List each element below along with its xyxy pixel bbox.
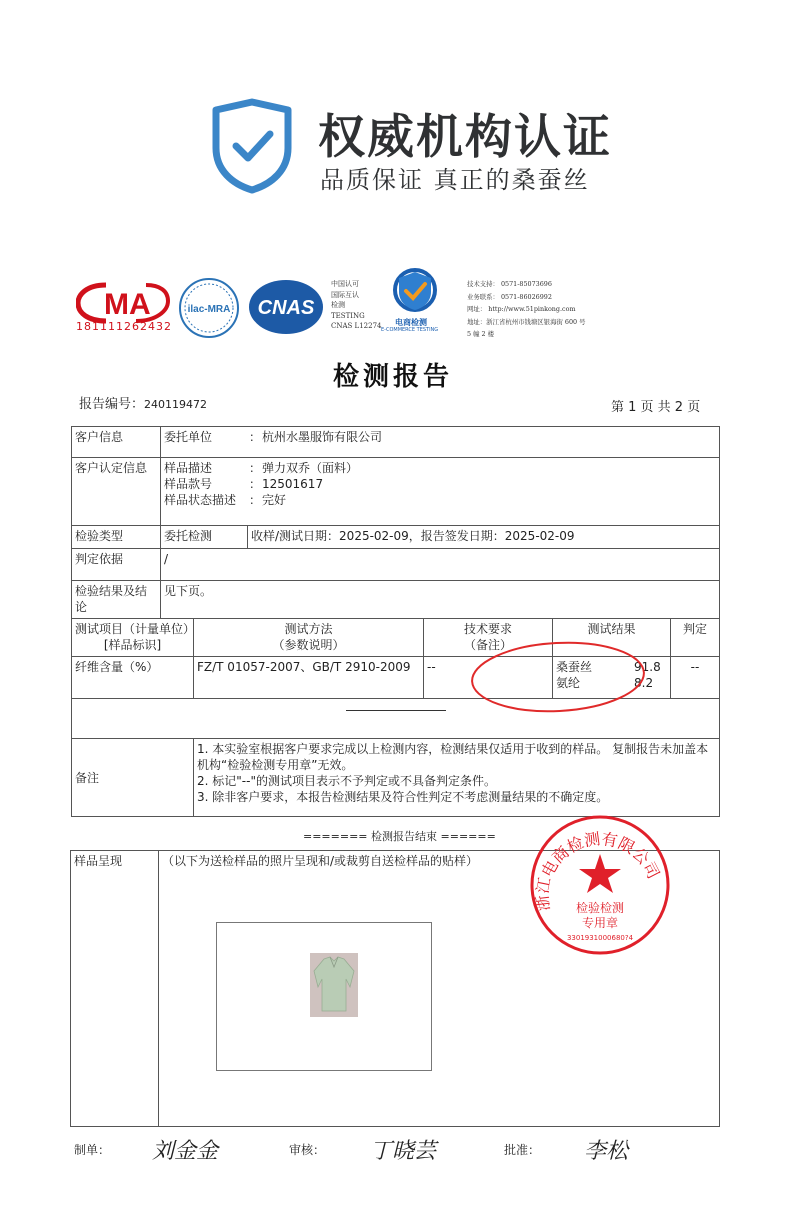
contact-line: 业务联系： 0571-86026992 <box>467 292 552 301</box>
remark-line: 3. 除非客户要求，本报告检测结果及符合性判定不考虑测量结果的不确定度。 <box>197 790 609 804</box>
sample-no-value: 12501617 <box>262 477 324 491</box>
colon: ： <box>248 477 261 491</box>
cnas-logo <box>247 278 325 336</box>
result-value: 91.8 <box>634 660 661 674</box>
cma-number: 181111262432 <box>76 320 172 333</box>
cnas-line: CNAS L12274 <box>331 322 382 330</box>
row-requirement: -- <box>424 657 553 699</box>
sample-garment-photo <box>310 953 358 1017</box>
test-type-value: 委托检测 <box>161 526 248 549</box>
approved-signature-text: 李松 <box>584 1139 629 1164</box>
remark-line: 1. 本实验室根据客户要求完成以上检测内容，检测结果仅适用于收到的样品。 复制报告未加盖本机构“检验检测专用章”无效。 <box>197 742 709 772</box>
result-name: 氨纶 <box>556 676 581 690</box>
reviewed-signature-text: 丁晓芸 <box>370 1139 437 1164</box>
header-test-item-line2: [样品标识] <box>103 638 162 652</box>
result-value: 8.2 <box>634 676 654 690</box>
judge-basis-label: 判定依据 <box>72 549 161 581</box>
header-result: 测试结果 <box>553 619 671 657</box>
cnas-line: 检测 <box>331 301 345 309</box>
result-conclusion-value: 见下页。 <box>161 581 720 619</box>
client-info-label: 客户信息 <box>72 427 161 458</box>
sample-desc-value: 弹力双乔（面料） <box>262 461 359 475</box>
prepared-signature-text: 刘金金 <box>152 1139 219 1164</box>
colon: ： <box>248 493 261 507</box>
row-test-item: 纤维含量（%） <box>72 657 194 699</box>
header-method-line1: 测试方法 <box>284 622 333 636</box>
banner-subtitle: 品质保证 真正的桑蚕丝 <box>320 166 590 194</box>
separator-line <box>346 710 446 711</box>
page-indicator: 第 1 页 共 2 页 <box>611 400 701 415</box>
remark-content <box>194 739 720 817</box>
header-method-line2: （参数说明） <box>272 638 345 652</box>
ec-logo-subtitle: E-COMMERCE TESTING <box>381 327 439 333</box>
dates-value: 收样/测试日期：2025-02-09，报告签发日期：2025-02-09 <box>248 526 720 549</box>
report-number-value: 240119472 <box>144 398 208 411</box>
sample-state-value: 完好 <box>262 493 287 507</box>
client-confirm-label: 客户认定信息 <box>72 458 161 526</box>
header-test-item-line1: 测试项目（计量单位） <box>75 622 196 636</box>
handdrawn-circle <box>470 640 650 714</box>
reviewed-signature <box>368 1130 448 1166</box>
sample-desc-label: 样品描述 <box>164 461 213 475</box>
colon: ： <box>248 461 261 475</box>
approved-by-label: 批准： <box>504 1143 541 1157</box>
cnas-line: TESTING <box>331 311 365 320</box>
sample-state-label: 样品状态描述 <box>164 493 237 507</box>
official-seal-stamp <box>529 814 671 956</box>
test-type-label: 检验类型 <box>72 526 161 549</box>
client-unit-label: 委托单位 <box>164 430 213 444</box>
stamp-center-line1: 检验检测 <box>575 901 625 915</box>
prepared-by-label: 制单： <box>74 1143 111 1157</box>
sample-note: （以下为送检样品的照片呈现和/或裁剪自送检样品的贴样） <box>159 851 720 1127</box>
report-table <box>71 426 720 817</box>
sample-info-cell <box>161 458 720 526</box>
row-method: FZ/T 01057-2007、GB/T 2910-2009 <box>194 657 424 699</box>
cnas-line: 国际互认 <box>331 290 359 299</box>
report-end-marker: ======= 检测报告结束 ====== <box>303 830 496 843</box>
report-number-label: 报告编号： <box>79 397 145 412</box>
header-requirement-line1: 技术要求 <box>463 622 512 636</box>
banner-title: 权威机构认证 <box>318 110 612 165</box>
contact-line: 地址：浙江省杭州市钱塘区银海街 600 号 <box>467 317 586 326</box>
client-unit-value: 杭州水墨服饰有限公司 <box>262 430 383 444</box>
cma-logo-text: MA <box>104 288 151 321</box>
client-unit-cell <box>161 427 720 458</box>
reviewed-by-label: 审核： <box>289 1143 326 1157</box>
contact-line: 技术支持： 0571-85073696 <box>467 280 552 288</box>
sample-label: 样品呈现 <box>71 851 159 1127</box>
header-judge: 判定 <box>671 619 720 657</box>
cnas-line: 中国认可 <box>331 280 359 288</box>
report-title: 检测报告 <box>333 362 454 392</box>
colon: ： <box>248 430 261 444</box>
shield-check-icon <box>210 98 294 194</box>
stamp-center-line2: 专用章 <box>581 916 619 930</box>
cnas-accreditation-text <box>331 279 381 332</box>
remark-label: 备注 <box>72 739 194 817</box>
contact-info <box>467 278 586 341</box>
report-number <box>79 393 207 412</box>
ilac-mra-logo <box>178 277 240 339</box>
ilac-logo-text: ilac-MRA <box>187 304 231 315</box>
result-conclusion-label: 检验结果及结论 <box>72 581 161 619</box>
approved-signature <box>582 1130 662 1166</box>
header-requirement-line2: （备注） <box>463 638 512 652</box>
remark-line: 2. 标记"--"的测试项目表示不予判定或不具备判定条件。 <box>197 774 496 788</box>
judge-basis-value: / <box>161 549 720 581</box>
contact-line: 5 幢 2 楼 <box>467 330 495 338</box>
stamp-code: 3301931000680?4 <box>566 934 634 942</box>
prepared-signature <box>150 1130 230 1166</box>
contact-line: 网址： http://www.51pinkong.com <box>467 305 576 313</box>
sample-no-label: 样品款号 <box>164 477 213 491</box>
row-judge: -- <box>671 657 720 699</box>
header-test-item <box>72 619 194 657</box>
stamp-ring-text: 浙江电商检测有限公司 <box>532 829 664 912</box>
result-name: 桑蚕丝 <box>556 660 593 674</box>
header-method <box>194 619 424 657</box>
cnas-logo-text: CNAS <box>257 297 315 319</box>
ec-logo-title: 电商检测 <box>395 318 427 327</box>
